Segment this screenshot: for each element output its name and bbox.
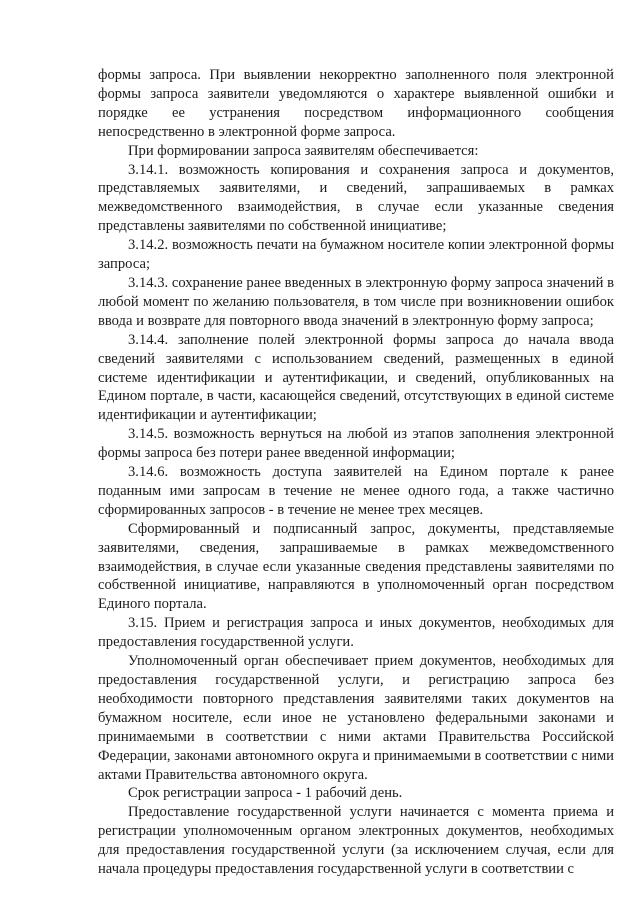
paragraph: При формировании запроса заявителям обеспечивается: [128, 142, 479, 159]
paragraph: Предоставление государственной услуги начинается с момента приема и регистрации уполномоченным органом электронных документов, необходимых для предоставления государственной услуги (за исключением случая, если для начала процедуры предоставления государственной услуги в соответствии с [98, 804, 614, 878]
document-page [98, 66, 614, 879]
paragraph: Уполномоченный орган обеспечивает прием документов, необходимых для предоставления государственной услуги, и регистрацию запроса без необходимости повторного представления заявителями таких документов на бумажном носителе, если иное не установлено федеральными законами и принимаемыми в соответствии с ними актами Правительства Российской Федерации, законами автономного округа и принимаемыми в соответствии с ними актами Правительства автономного округа. [98, 653, 614, 783]
paragraph: 3.14.2. возможность печати на бумажном носителе копии электронной формы запроса; [98, 237, 614, 273]
paragraph: 3.15. Прием и регистрация запроса и иных документов, необходимых для предоставления государственной услуги. [98, 615, 614, 651]
paragraph: Сформированный и подписанный запрос, документы, представляемые заявителями, сведения, запрашиваемые в рамках межведомственного взаимодействия, в случае если указанные сведения представлены заявителями по собственной инициативе, направляются в уполномоченный орган посредством Единого портала. [98, 520, 614, 613]
paragraph: 3.14.3. сохранение ранее введенных в электронную форму запроса значений в любой момент по желанию пользователя, в том числе при возникновении ошибок ввода и возврате для повторного ввода значений в электронную форму запроса; [98, 274, 614, 329]
paragraph: формы запроса. При выявлении некорректно заполненного поля электронной формы запроса заявители уведомляются о характере выявленной ошибки и порядке ее устранения посредством информационного сообщения непосредственно в электронной форме запроса. [98, 67, 614, 140]
paragraph: 3.14.4. заполнение полей электронной формы запроса до начала ввода сведений заявителями с использованием сведений, размещенных в единой системе идентификации и аутентификации, и сведений, опубликованных на Едином портале, в части, касающейся сведений, отсутствующих в единой системе идентификации и аутентификации; [98, 331, 614, 424]
paragraph: 3.14.1. возможность копирования и сохранения запроса и документов, представляемых заявителями, и сведений, запрашиваемых в рамках межведомственного взаимодействия, в случае если указанные сведения представлены заявителями по собственной инициативе; [98, 161, 614, 235]
paragraph: 3.14.6. возможность доступа заявителей на Едином портале к ранее поданным ими запросам в течение не менее одного года, а также частично сформированных запросов - в течение не менее трех месяцев. [98, 464, 614, 518]
paragraph: Срок регистрации запроса - 1 рабочий день. [128, 785, 403, 802]
paragraph: 3.14.5. возможность вернуться на любой из этапов заполнения электронной формы запроса без потери ранее введенной информации; [98, 426, 614, 462]
